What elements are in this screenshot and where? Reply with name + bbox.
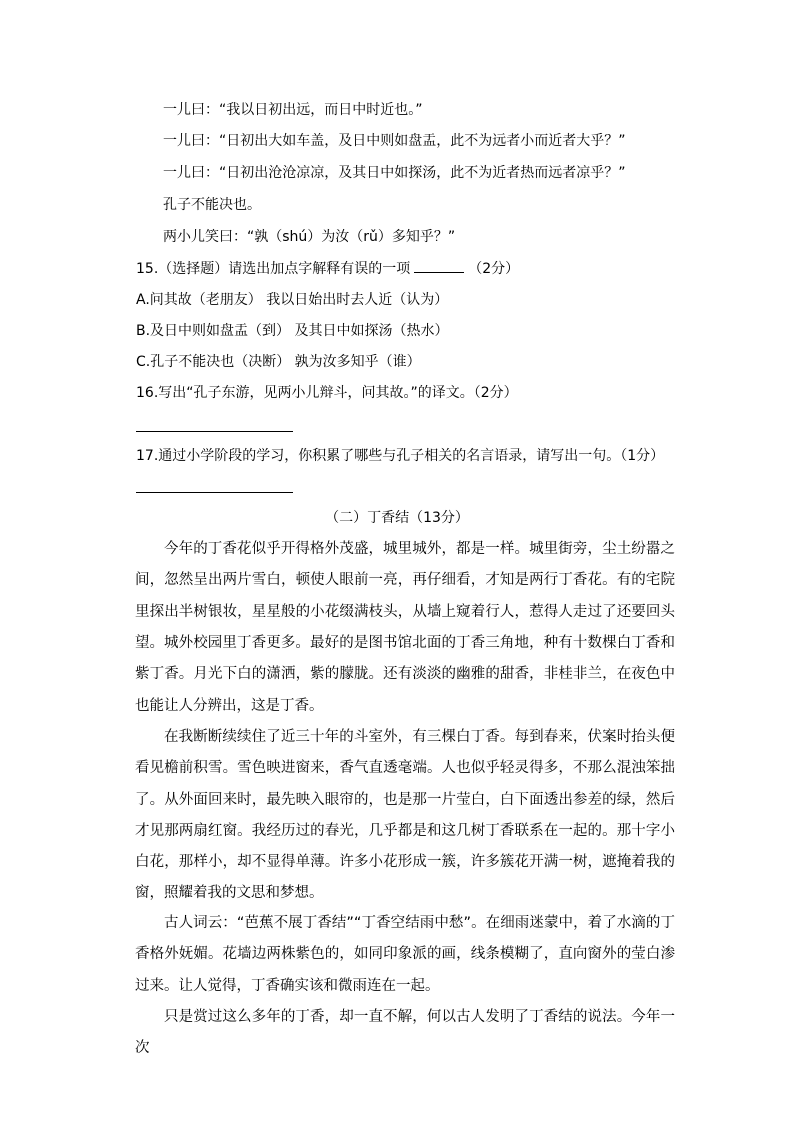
- paragraph-2: 城外校园里丁香更多。最好的是图书馆北面的丁香三角地，种有十数棵白丁香和紫丁香。月光下白的潇洒，紫的朦胧。还有淡淡的幽雅的甜香，非桂非兰，在夜色中也能让人分辨出，这是丁香。: [135, 635, 675, 714]
- dialogue-line-4: 孔子不能决也。: [163, 197, 261, 213]
- dialogue-line-5: 两小儿笑曰：“孰（shú）为汝（rǔ）多知乎？”: [163, 229, 456, 245]
- dialogue-line-1: 一儿曰：“我以日初出远，而日中时近也。”: [163, 102, 423, 118]
- section-title: （二）丁香结（13分）: [325, 510, 469, 526]
- dialogue-line-3: 一儿曰：“日初出沧沧凉凉，及其日中如探汤，此不为近者热而远者凉乎？”: [163, 165, 626, 181]
- option-b[interactable]: B.及日中则如盘盂（到） 及其日中如探汤（热水）: [136, 323, 449, 339]
- answer-line-17[interactable]: [136, 492, 293, 493]
- answer-blank[interactable]: [414, 260, 464, 273]
- paragraph-4: 古人词云：“芭蕉不展丁香结”“丁香空结雨中愁”。在细雨迷蒙中，着了水滴的丁香格外妩媚。花墙边两株紫色的，如同印象派的画，线条模糊了，直向窗外的莹白渗过来。让人觉得，丁香确实该和微雨连在一起。: [135, 915, 675, 994]
- paragraph-3: 在我断断续续住了近三十年的斗室外，有三棵白丁香。每到春来，伏案时抬头便看见檐前积雪。雪色映进窗来，香气直透毫端。人也似乎轻灵得多，不那么混浊笨拙了。从外面回来时，最先映入眼帘的，也是那一片莹白，白下面透出参差的绿，然后才见那两扇红窗。我经历过的春光，几乎都是和这几树丁香联系在一起的。那十字小白花，那样小，却不显得单薄。许多小花形成一簇，许多簇花开满一树，遮掩着我的窗，照耀着我的文思和梦想。: [135, 729, 675, 902]
- question-15-stem: 15.（选择题）请选出加点字解释有误的一项: [136, 261, 411, 277]
- dialogue-line-2: 一儿曰：“日初出大如车盖，及日中则如盘盂，此不为远者小而近者大乎？”: [163, 133, 626, 149]
- question-15: [136, 259, 519, 279]
- paragraph-1: 今年的丁香花似乎开得格外茂盛，城里城外，都是一样。城里街旁，尘土纷嚣之间，忽然呈出两片雪白，顿使人眼前一亮，再仔细看，才知是两行丁香花。有的宅院里探出半树银妆，星星般的小花缀满枝头，从墙上窥着行人，惹得人走过了还要回头望。: [135, 541, 675, 651]
- question-16: 16.写出“孔子东游，见两小儿辩斗，问其故。”的译文。（2分）: [136, 385, 518, 401]
- question-15-score: （2分）: [468, 261, 520, 277]
- paragraph-5: 只是赏过这么多年的丁香，却一直不解，何以古人发明了丁香结的说法。今年一次: [135, 1009, 675, 1057]
- question-17: 17.通过小学阶段的学习，你积累了哪些与孔子相关的名言语录，请写出一句。（1分）: [136, 448, 665, 464]
- option-a[interactable]: A.问其故（老朋友） 我以日始出时去人近（认为）: [136, 292, 449, 308]
- option-c[interactable]: C.孔子不能决也（决断） 孰为汝多知乎（谁）: [136, 354, 421, 370]
- answer-line-16[interactable]: [136, 431, 293, 432]
